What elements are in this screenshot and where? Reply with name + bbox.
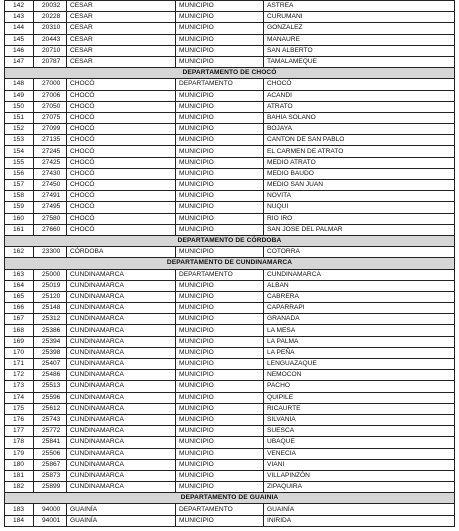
name-cell: LA PEÑA (264, 347, 455, 358)
code-cell: 25873 (34, 470, 67, 481)
row-number-cell: 167 (5, 314, 34, 325)
department-cell: CUNDINAMARCA (67, 314, 176, 325)
entity-type-cell: MUNICIPIO (176, 470, 264, 481)
table-row (5, 1, 455, 12)
row-number-cell: 145 (5, 34, 34, 45)
entity-type-cell: MUNICIPIO (176, 202, 264, 213)
row-number-cell: 146 (5, 45, 34, 56)
department-header: DEPARTAMENTO DE GUAINIA (5, 493, 455, 504)
entity-type-cell: MUNICIPIO (176, 437, 264, 448)
code-cell: 25486 (34, 370, 67, 381)
name-cell: MEDIO ATRATO (264, 157, 455, 168)
department-cell: CHOCÓ (67, 157, 176, 168)
code-cell: 20787 (34, 56, 67, 67)
entity-type-cell: MUNICIPIO (176, 12, 264, 23)
code-cell: 25398 (34, 347, 67, 358)
municipality-table (4, 0, 455, 527)
entity-type-cell: MUNICIPIO (176, 146, 264, 157)
department-cell: CESAR (67, 45, 176, 56)
code-cell: 25596 (34, 392, 67, 403)
row-number-cell: 162 (5, 247, 34, 258)
row-number-cell: 153 (5, 135, 34, 146)
name-cell: CUNDINAMARCA (264, 269, 455, 280)
entity-type-cell: MUNICIPIO (176, 168, 264, 179)
row-number-cell: 166 (5, 303, 34, 314)
code-cell: 27425 (34, 157, 67, 168)
code-cell: 27491 (34, 191, 67, 202)
table-row (5, 403, 455, 414)
code-cell: 25513 (34, 381, 67, 392)
table-row (5, 437, 455, 448)
entity-type-cell: MUNICIPIO (176, 291, 264, 302)
row-number-cell: 173 (5, 381, 34, 392)
table-row (5, 359, 455, 370)
department-cell: CUNDINAMARCA (67, 426, 176, 437)
department-cell: CUNDINAMARCA (67, 482, 176, 493)
row-number-cell: 164 (5, 280, 34, 291)
entity-type-cell: MUNICIPIO (176, 135, 264, 146)
code-cell: 27245 (34, 146, 67, 157)
code-cell: 27450 (34, 180, 67, 191)
name-cell: LA MESA (264, 325, 455, 336)
name-cell: ZIPAQUIRA (264, 482, 455, 493)
row-number-cell: 155 (5, 157, 34, 168)
department-cell: CUNDINAMARCA (67, 325, 176, 336)
code-cell: 27075 (34, 112, 67, 123)
department-cell: CUNDINAMARCA (67, 470, 176, 481)
table-row (5, 280, 455, 291)
code-cell: 27135 (34, 135, 67, 146)
code-cell: 25772 (34, 426, 67, 437)
entity-type-cell: MUNICIPIO (176, 414, 264, 425)
code-cell: 25841 (34, 437, 67, 448)
table-row (5, 426, 455, 437)
entity-type-cell: MUNICIPIO (176, 124, 264, 135)
name-cell: INIRIDA (264, 515, 455, 526)
row-number-cell: 148 (5, 79, 34, 90)
department-cell: CUNDINAMARCA (67, 269, 176, 280)
code-cell: 25743 (34, 414, 67, 425)
table-row (5, 56, 455, 67)
name-cell: PACHO (264, 381, 455, 392)
name-cell: LENGUAZAQUE (264, 359, 455, 370)
code-cell: 25394 (34, 336, 67, 347)
entity-type-cell: MUNICIPIO (176, 392, 264, 403)
department-header-row (5, 68, 455, 79)
table-row (5, 79, 455, 90)
entity-type-cell: MUNICIPIO (176, 336, 264, 347)
table-row (5, 202, 455, 213)
row-number-cell: 163 (5, 269, 34, 280)
name-cell: RICAURTE (264, 403, 455, 414)
code-cell: 20032 (34, 1, 67, 12)
row-number-cell: 156 (5, 168, 34, 179)
department-cell: CHOCÓ (67, 112, 176, 123)
table-row (5, 124, 455, 135)
entity-type-cell: MUNICIPIO (176, 347, 264, 358)
name-cell: CAPARRAPI (264, 303, 455, 314)
table-row (5, 370, 455, 381)
name-cell: COTORRA (264, 247, 455, 258)
department-cell: CUNDINAMARCA (67, 303, 176, 314)
entity-type-cell: MUNICIPIO (176, 191, 264, 202)
entity-type-cell: MUNICIPIO (176, 303, 264, 314)
name-cell: CABRERA (264, 291, 455, 302)
department-cell: CUNDINAMARCA (67, 437, 176, 448)
department-cell: CUNDINAMARCA (67, 414, 176, 425)
row-number-cell: 151 (5, 112, 34, 123)
name-cell: SAN JOSE DEL PALMAR (264, 224, 455, 235)
row-number-cell: 184 (5, 515, 34, 526)
department-cell: CUNDINAMARCA (67, 291, 176, 302)
row-number-cell: 169 (5, 336, 34, 347)
entity-type-cell: MUNICIPIO (176, 314, 264, 325)
entity-type-cell: MUNICIPIO (176, 45, 264, 56)
code-cell: 27006 (34, 90, 67, 101)
entity-type-cell: MUNICIPIO (176, 459, 264, 470)
table-row (5, 291, 455, 302)
code-cell: 25899 (34, 482, 67, 493)
table-row (5, 325, 455, 336)
entity-type-cell: MUNICIPIO (176, 1, 264, 12)
table-body (5, 1, 455, 527)
name-cell: GUAINÍA (264, 504, 455, 515)
row-number-cell: 176 (5, 414, 34, 425)
name-cell: SILVANIA (264, 414, 455, 425)
table-row (5, 470, 455, 481)
code-cell: 25120 (34, 291, 67, 302)
table-row (5, 23, 455, 34)
row-number-cell: 174 (5, 392, 34, 403)
table-row (5, 135, 455, 146)
name-cell: NUQUI (264, 202, 455, 213)
table-row (5, 247, 455, 258)
name-cell: VIANI (264, 459, 455, 470)
name-cell: ACANDI (264, 90, 455, 101)
name-cell: GONZALEZ (264, 23, 455, 34)
entity-type-cell: MUNICIPIO (176, 280, 264, 291)
entity-type-cell: DEPARTAMENTO (176, 79, 264, 90)
table-row (5, 213, 455, 224)
row-number-cell: 160 (5, 213, 34, 224)
name-cell: QUIPILE (264, 392, 455, 403)
department-cell: CESAR (67, 56, 176, 67)
code-cell: 25867 (34, 459, 67, 470)
department-cell: CHOCÓ (67, 180, 176, 191)
code-cell: 94001 (34, 515, 67, 526)
code-cell: 20710 (34, 45, 67, 56)
entity-type-cell: MUNICIPIO (176, 403, 264, 414)
code-cell: 27580 (34, 213, 67, 224)
table-row (5, 336, 455, 347)
department-cell: CUNDINAMARCA (67, 392, 176, 403)
table-row (5, 157, 455, 168)
code-cell: 25019 (34, 280, 67, 291)
table-row (5, 180, 455, 191)
name-cell: ATRATO (264, 101, 455, 112)
table-row (5, 459, 455, 470)
code-cell: 27430 (34, 168, 67, 179)
name-cell: NEMOCON (264, 370, 455, 381)
name-cell: MEDIO BAUDO (264, 168, 455, 179)
department-cell: CHOCÓ (67, 146, 176, 157)
code-cell: 20310 (34, 23, 67, 34)
row-number-cell: 172 (5, 370, 34, 381)
department-cell: CUNDINAMARCA (67, 336, 176, 347)
table-row (5, 414, 455, 425)
row-number-cell: 158 (5, 191, 34, 202)
entity-type-cell: DEPARTAMENTO (176, 504, 264, 515)
row-number-cell: 150 (5, 101, 34, 112)
department-cell: CHOCÓ (67, 168, 176, 179)
entity-type-cell: MUNICIPIO (176, 180, 264, 191)
department-cell: CUNDINAMARCA (67, 359, 176, 370)
row-number-cell: 161 (5, 224, 34, 235)
entity-type-cell: MUNICIPIO (176, 224, 264, 235)
table-row (5, 101, 455, 112)
department-cell: CESAR (67, 23, 176, 34)
name-cell: VILLAPINZÓN (264, 470, 455, 481)
code-cell: 25000 (34, 269, 67, 280)
name-cell: TAMALAMEQUE (264, 56, 455, 67)
table-row (5, 112, 455, 123)
name-cell: UBAQUE (264, 437, 455, 448)
department-header-row (5, 258, 455, 269)
department-cell: CUNDINAMARCA (67, 370, 176, 381)
department-cell: CESAR (67, 12, 176, 23)
department-cell: CESAR (67, 1, 176, 12)
entity-type-cell: MUNICIPIO (176, 56, 264, 67)
department-cell: CÓRDOBA (67, 247, 176, 258)
name-cell: GRANADA (264, 314, 455, 325)
entity-type-cell: MUNICIPIO (176, 247, 264, 258)
entity-type-cell: MUNICIPIO (176, 101, 264, 112)
row-number-cell: 177 (5, 426, 34, 437)
name-cell: BOJAYA (264, 124, 455, 135)
row-number-cell: 180 (5, 459, 34, 470)
table-row (5, 448, 455, 459)
department-header: DEPARTAMENTO DE CÓRDOBA (5, 235, 455, 246)
table-row (5, 90, 455, 101)
table-row (5, 392, 455, 403)
name-cell: ALBAN (264, 280, 455, 291)
code-cell: 25407 (34, 359, 67, 370)
name-cell: MANAURE (264, 34, 455, 45)
name-cell: EL CARMEN DE ATRATO (264, 146, 455, 157)
code-cell: 27660 (34, 224, 67, 235)
row-number-cell: 168 (5, 325, 34, 336)
department-header-row (5, 493, 455, 504)
name-cell: VENECIA (264, 448, 455, 459)
department-cell: CHOCÓ (67, 79, 176, 90)
name-cell: CANTON DE SAN PABLO (264, 135, 455, 146)
department-cell: CHOCÓ (67, 90, 176, 101)
table-row (5, 168, 455, 179)
row-number-cell: 142 (5, 1, 34, 12)
table-row (5, 347, 455, 358)
table-row (5, 314, 455, 325)
entity-type-cell: MUNICIPIO (176, 381, 264, 392)
name-cell: RIO IRO (264, 213, 455, 224)
table-row (5, 191, 455, 202)
entity-type-cell: MUNICIPIO (176, 213, 264, 224)
department-cell: CESAR (67, 34, 176, 45)
name-cell: NOVITA (264, 191, 455, 202)
entity-type-cell: MUNICIPIO (176, 112, 264, 123)
table-row (5, 303, 455, 314)
entity-type-cell: MUNICIPIO (176, 448, 264, 459)
row-number-cell: 144 (5, 23, 34, 34)
department-cell: GUAINÍA (67, 504, 176, 515)
table-row (5, 504, 455, 515)
row-number-cell: 183 (5, 504, 34, 515)
table-row (5, 482, 455, 493)
table-row (5, 34, 455, 45)
table-row (5, 381, 455, 392)
code-cell: 27495 (34, 202, 67, 213)
row-number-cell: 152 (5, 124, 34, 135)
department-cell: CHOCÓ (67, 124, 176, 135)
row-number-cell: 147 (5, 56, 34, 67)
entity-type-cell: MUNICIPIO (176, 325, 264, 336)
table-row (5, 269, 455, 280)
code-cell: 20228 (34, 12, 67, 23)
name-cell: CURUMANI (264, 12, 455, 23)
row-number-cell: 157 (5, 180, 34, 191)
row-number-cell: 181 (5, 470, 34, 481)
name-cell: ASTREA (264, 1, 455, 12)
code-cell: 25612 (34, 403, 67, 414)
department-cell: CHOCÓ (67, 101, 176, 112)
table-row (5, 12, 455, 23)
row-number-cell: 154 (5, 146, 34, 157)
department-cell: CUNDINAMARCA (67, 381, 176, 392)
row-number-cell: 179 (5, 448, 34, 459)
code-cell: 25506 (34, 448, 67, 459)
row-number-cell: 159 (5, 202, 34, 213)
row-number-cell: 182 (5, 482, 34, 493)
entity-type-cell: MUNICIPIO (176, 426, 264, 437)
row-number-cell: 143 (5, 12, 34, 23)
row-number-cell: 170 (5, 347, 34, 358)
row-number-cell: 171 (5, 359, 34, 370)
department-header-row (5, 235, 455, 246)
department-cell: CHOCÓ (67, 135, 176, 146)
name-cell: MEDIO SAN JUAN (264, 180, 455, 191)
table-row (5, 515, 455, 526)
department-cell: CUNDINAMARCA (67, 459, 176, 470)
entity-type-cell: MUNICIPIO (176, 90, 264, 101)
code-cell: 23300 (34, 247, 67, 258)
entity-type-cell: MUNICIPIO (176, 370, 264, 381)
name-cell: CHOCÓ (264, 79, 455, 90)
entity-type-cell: MUNICIPIO (176, 482, 264, 493)
department-cell: CHOCÓ (67, 213, 176, 224)
department-cell: CHOCÓ (67, 191, 176, 202)
entity-type-cell: MUNICIPIO (176, 23, 264, 34)
row-number-cell: 165 (5, 291, 34, 302)
name-cell: SUESCA (264, 426, 455, 437)
code-cell: 27000 (34, 79, 67, 90)
department-cell: CUNDINAMARCA (67, 280, 176, 291)
code-cell: 94000 (34, 504, 67, 515)
entity-type-cell: MUNICIPIO (176, 34, 264, 45)
department-cell: CHOCÓ (67, 224, 176, 235)
row-number-cell: 149 (5, 90, 34, 101)
department-header: DEPARTAMENTO DE CHOCÓ (5, 68, 455, 79)
entity-type-cell: MUNICIPIO (176, 157, 264, 168)
code-cell: 25312 (34, 314, 67, 325)
code-cell: 25148 (34, 303, 67, 314)
row-number-cell: 175 (5, 403, 34, 414)
table-row (5, 146, 455, 157)
name-cell: BAHIA SOLANO (264, 112, 455, 123)
entity-type-cell: MUNICIPIO (176, 515, 264, 526)
code-cell: 27099 (34, 124, 67, 135)
entity-type-cell: MUNICIPIO (176, 359, 264, 370)
department-cell: CUNDINAMARCA (67, 403, 176, 414)
table-row (5, 45, 455, 56)
department-header: DEPARTAMENTO DE CUNDINAMARCA (5, 258, 455, 269)
department-cell: CUNDINAMARCA (67, 448, 176, 459)
name-cell: SAN ALBERTO (264, 45, 455, 56)
entity-type-cell: DEPARTAMENTO (176, 269, 264, 280)
department-cell: CHOCÓ (67, 202, 176, 213)
name-cell: LA PALMA (264, 336, 455, 347)
department-cell: GUAINÍA (67, 515, 176, 526)
table-row (5, 224, 455, 235)
code-cell: 27050 (34, 101, 67, 112)
code-cell: 20443 (34, 34, 67, 45)
department-cell: CUNDINAMARCA (67, 347, 176, 358)
row-number-cell: 178 (5, 437, 34, 448)
code-cell: 25386 (34, 325, 67, 336)
